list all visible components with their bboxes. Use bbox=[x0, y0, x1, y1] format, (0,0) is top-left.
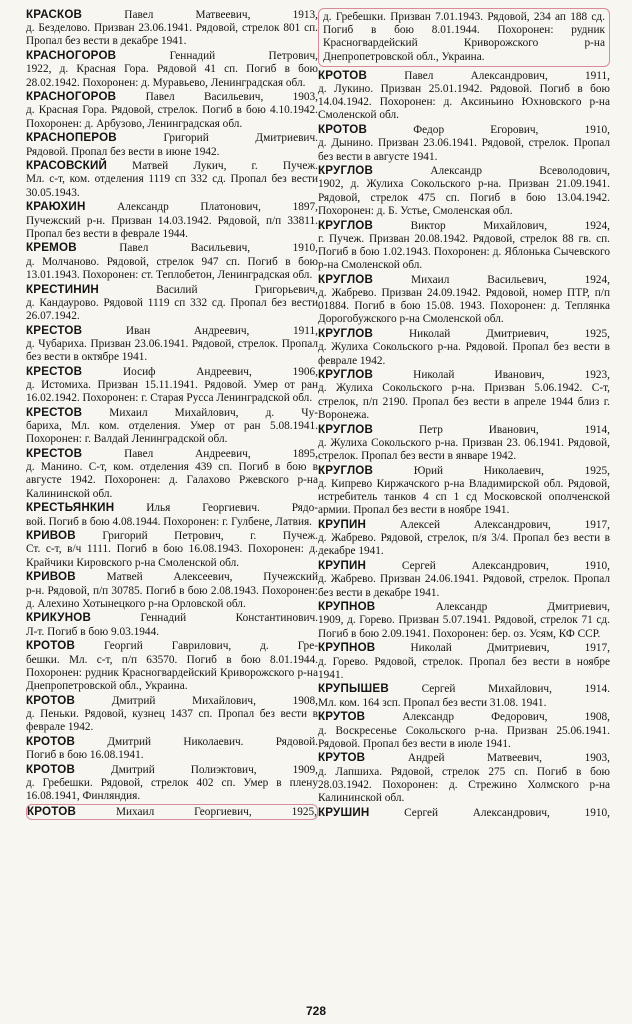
entry-first-line-text: Николай Иванович, 1923, bbox=[373, 369, 610, 382]
entry bbox=[318, 219, 610, 273]
entry-first-line-text: Григорий Дмитриевич. bbox=[116, 132, 318, 145]
entry-body: вой. Погиб в бою 4.08.1944. Похоронен: г. Гулбене, Латвия. bbox=[26, 515, 313, 528]
entry-first-line bbox=[26, 639, 318, 653]
entry-body: 1909, д. Горево. Призван 5.07.1941. Рядовой, стрелок 71 сд. Погиб в бою 2.09.1941. Похоронен: бер. оз. Усям, КФ ССР. bbox=[318, 614, 610, 640]
entry-first-line-text: Дмитрий Николаевич. Рядовой. bbox=[75, 735, 318, 748]
entry bbox=[26, 200, 318, 241]
entry-surname: КРЕСТОВ bbox=[26, 405, 83, 419]
entry-body: д. Гребешки. Рядовой, стрелок 402 сп. Умер в плену 16.08.1941, Финляндия. bbox=[26, 776, 318, 803]
entry bbox=[26, 159, 318, 200]
entry bbox=[26, 611, 318, 638]
entry bbox=[26, 90, 318, 131]
entry-first-line-text: Сергей Михайлович, 1914. bbox=[388, 683, 610, 696]
entry-first-line bbox=[26, 529, 318, 543]
entry-first-line-text: Геннадий Петрович, bbox=[116, 50, 318, 63]
entry-surname: КРУГЛОВ bbox=[318, 368, 374, 382]
entry bbox=[26, 735, 318, 762]
entry-surname: КРОТОВ bbox=[318, 123, 368, 137]
entry-first-line-text: Павел Матвеевич, 1913, bbox=[82, 9, 318, 21]
entry bbox=[26, 804, 318, 820]
entry-first-line-text: Матвей Алексеевич, Пучежский bbox=[75, 571, 318, 584]
entry-first-line bbox=[26, 200, 318, 214]
entry-surname: КРИКУНОВ bbox=[26, 611, 92, 625]
entry-surname: КРАСКОВ bbox=[26, 8, 83, 21]
entry-body: Погиб в бою 16.08.1941. bbox=[26, 748, 144, 761]
entry-first-line-text: Михаил Георгиевич, 1925, bbox=[76, 805, 317, 818]
entry-body: д. Манино. С-т, ком. отделения 439 сп. Погиб в бою в августе 1942. Похоронен: д. Галахово Ржевского р-на Калининской обл. bbox=[26, 461, 318, 500]
entry-first-line bbox=[318, 464, 610, 478]
entry-first-line-text: Федор Егорович, 1910, bbox=[367, 124, 610, 137]
entry-first-line-text: Виктор Михайлович, 1924, bbox=[373, 219, 610, 232]
entry-first-line bbox=[26, 324, 318, 338]
entry-body: д. Чубариха. Призван 23.06.1941. Рядовой, стрелок. Пропал без вести в октябре 1941. bbox=[26, 337, 318, 364]
entry bbox=[318, 518, 610, 559]
entry-surname: КРОТОВ bbox=[26, 693, 76, 707]
entry-first-line-text: Геннадий Константинович. bbox=[91, 612, 318, 625]
entry-surname: КРЕСТИНИН bbox=[26, 282, 99, 296]
entry bbox=[26, 324, 318, 365]
entry-surname: КРАСНОГОРОВ bbox=[26, 49, 117, 63]
entry bbox=[318, 368, 610, 422]
entry-first-line-text: Николай Дмитриевич, 1917, bbox=[375, 642, 610, 655]
entry-surname: КРУГЛОВ bbox=[318, 422, 374, 436]
entry-surname: КРИВОВ bbox=[26, 529, 76, 543]
entry-first-line-text: Василий Григорьевич, bbox=[98, 283, 318, 296]
entry-body: д. Истомиха. Призван 15.11.1941. Рядовой. Умер от ран 16.02.1942. Похоронен: г. Старая Русса Ленинградской обл. bbox=[26, 378, 318, 405]
entry bbox=[26, 283, 318, 324]
entry-first-line bbox=[318, 600, 610, 614]
entry-first-line-text: Илья Георгиевич. Рядо- bbox=[114, 502, 318, 515]
entry bbox=[318, 123, 610, 164]
entry-first-line-text: Павел Васильевич, 1903, bbox=[116, 91, 318, 104]
entry bbox=[318, 464, 610, 518]
entry-surname: КРОТОВ bbox=[27, 804, 77, 818]
entry-first-line bbox=[26, 570, 318, 584]
entry-first-line bbox=[26, 694, 318, 708]
entry bbox=[318, 423, 610, 464]
entry-surname: КРОТОВ bbox=[26, 762, 76, 776]
entry-body: Ст. с-т, в/ч 1111. Погиб в бою 16.08.1943. Похоронен: д. Крайчики Кировского р-на Смоленской обл. bbox=[26, 543, 318, 569]
entry-surname: КРУШИН bbox=[318, 805, 370, 819]
entry-first-line-text: Иван Андреевич, 1911, bbox=[82, 324, 318, 337]
entry-first-line bbox=[318, 559, 610, 573]
entry-first-line-text: Алексей Александрович, 1917, bbox=[366, 519, 610, 532]
page-number: 728 bbox=[305, 1004, 327, 1018]
entry-surname: КРУТОВ bbox=[318, 751, 366, 765]
entry bbox=[26, 241, 318, 282]
entry-first-line-text: Георгий Гаврилович, д. Гре- bbox=[75, 640, 318, 653]
entry-first-line-text: Дмитрий Михайлович, 1908, bbox=[75, 694, 318, 707]
entry-surname: КРИВОВ bbox=[26, 570, 76, 584]
entry-first-line bbox=[318, 273, 610, 287]
entry-body: г. Пучеж. Призван 20.08.1942. Рядовой, стрелок 88 гв. сп. Погиб в бою 1.02.1943. Похоронен: д. Яблонька Сычевского р-на Смоленской обл. bbox=[318, 232, 610, 272]
entry-first-line bbox=[318, 423, 610, 437]
entry-first-line bbox=[318, 682, 610, 696]
entry-surname: КРУТОВ bbox=[318, 710, 366, 724]
entry-first-line-text: Сергей Александрович, 1910, bbox=[366, 560, 610, 573]
entry-first-line-text: Михаил Васильевич, 1924, bbox=[373, 273, 610, 286]
entry-surname: КРАСНОГОРОВ bbox=[26, 90, 117, 104]
entry-surname: КРУГЛОВ bbox=[318, 272, 374, 286]
entry-surname: КРАСОВСКИЙ bbox=[26, 159, 108, 173]
entry-first-line bbox=[318, 327, 610, 341]
entry-first-line bbox=[26, 501, 318, 515]
entry-first-line bbox=[26, 283, 318, 297]
entry-first-line-text: Сергей Александрович, 1910, bbox=[369, 806, 610, 819]
entry-first-line bbox=[26, 8, 318, 22]
entry bbox=[318, 641, 610, 682]
entry bbox=[318, 806, 610, 820]
entry-first-line-text: Александр Платонович, 1897, bbox=[85, 201, 318, 214]
entry bbox=[318, 559, 610, 600]
entry-surname: КРОТОВ bbox=[318, 68, 368, 82]
entry-body: 1922, д. Красная Гора. Рядовой 41 сп. Погиб в бою 28.02.1942. Похоронен: д. Муравьево, Ленинградская обл. bbox=[26, 63, 318, 89]
entry bbox=[26, 406, 318, 447]
entry bbox=[318, 710, 610, 751]
entry-surname: КРУПЫШЕВ bbox=[318, 682, 389, 696]
entry-first-line-text: Иосиф Андреевич, 1906, bbox=[82, 365, 318, 378]
entry-first-line-text: Михаил Михайлович, д. Чу- bbox=[82, 406, 318, 419]
entry bbox=[26, 763, 318, 804]
entry-first-line bbox=[26, 763, 318, 777]
entry-first-line-text: Павел Андреевич, 1895, bbox=[82, 448, 318, 460]
entry-body: д. Пеньки. Рядовой, кузнец 1437 сп. Пропал без вести в феврале 1942. bbox=[26, 707, 318, 734]
entry-surname: КРУПНОВ bbox=[318, 641, 376, 655]
entry bbox=[26, 501, 318, 528]
entry-first-line-text: Александр Дмитриевич, bbox=[375, 601, 610, 614]
entry-first-line bbox=[26, 611, 318, 625]
entry-first-line-text: Андрей Матвеевич, 1903, bbox=[365, 752, 610, 765]
entry-body: Пучежский р-н. Призван 14.03.1942. Рядовой, п/п 33811. Пропал без вести в феврале 1944. bbox=[26, 214, 318, 240]
entry-first-line-text: Юрий Николаевич, 1925, bbox=[373, 464, 610, 477]
entry bbox=[26, 694, 318, 735]
entry bbox=[318, 682, 610, 709]
entry-body: д. Кандаурово. Рядовой 1119 сп 332 сд. Пропал без вести 26.07.1942. bbox=[26, 296, 318, 322]
entry-body: д. Жулиха Сокольского р-на. Рядовой. Пропал без вести в феврале 1942. bbox=[318, 341, 610, 367]
entry-surname: КРЕСТОВ bbox=[26, 364, 83, 378]
entry-surname: КРОТОВ bbox=[26, 639, 76, 653]
entry-surname: КРУПИН bbox=[318, 518, 367, 532]
entry-first-line bbox=[318, 518, 610, 532]
entry-surname: КРОТОВ bbox=[26, 734, 76, 748]
entry-first-line-text: Александр Всеволодович, bbox=[373, 165, 610, 178]
entry-body: д. Жулиха Сокольского р-на. Призван 23. 06.1941. Рядовой, стрелок. Пропал без вести в январе 1942. bbox=[318, 436, 610, 462]
entry-first-line-text: Дмитрий Полиэктович, 1909, bbox=[75, 763, 318, 776]
entry-surname: КРЕМОВ bbox=[26, 241, 77, 255]
entry-first-line-text: Николай Дмитриевич, 1925, bbox=[373, 328, 610, 341]
entry bbox=[26, 447, 318, 501]
entry-continuation: д. Гребешки. Призван 7.01.1943. Рядовой, 234 ап 188 сд. Погиб в бою 8.01.1944. Похоронен: рудник Красногвардейский Криворожского р-на Днепропетровской обл., Украина. bbox=[318, 8, 610, 67]
entry-first-line bbox=[26, 365, 318, 379]
entry-body: Рядовой. Пропал без вести в июне 1942. bbox=[26, 145, 220, 158]
entry-body: д. Горево. Рядовой, стрелок. Пропал без вести в ноябре 1941. bbox=[318, 655, 610, 681]
entry bbox=[318, 69, 610, 123]
entry-body: д. Жабрево. Рядовой, стрелок, п/я 3/4. Пропал без вести в декабре 1941. bbox=[318, 532, 610, 558]
entry-body: д. Кипрево Киржачского р-на Владимирской обл. Рядовой, истребитель танков 4 сп 1 сд Московской ополченской армии. Пропал без вести в ноябре 1941. bbox=[318, 477, 610, 517]
entry-first-line-text: Григорий Петрович, г. Пучеж. bbox=[75, 530, 318, 543]
entry bbox=[318, 600, 610, 641]
entry-body: д. Воскресенье Сокольского р-на. Призван 25.06.1941. Рядовой. Пропал без вести в июле 1941. bbox=[318, 724, 610, 750]
entry-surname: КРЕСТОВ bbox=[26, 323, 83, 337]
entry-surname: КРУПНОВ bbox=[318, 600, 376, 614]
entry-first-line bbox=[318, 69, 610, 83]
entry-first-line bbox=[26, 131, 318, 145]
entry-first-line bbox=[26, 241, 318, 255]
entry-first-line bbox=[318, 751, 610, 765]
entry bbox=[26, 49, 318, 90]
entry-body: Л-т. Погиб в бою 9.03.1944. bbox=[26, 625, 160, 638]
entry-first-line bbox=[26, 406, 318, 420]
left-column bbox=[26, 8, 318, 820]
entry-first-line bbox=[27, 805, 317, 819]
entry-surname: КРУГЛОВ bbox=[318, 164, 374, 178]
entry-body: Мл. с-т, ком. отделения 1119 сп 332 сд. Пропал без вести 30.05.1943. bbox=[26, 173, 318, 199]
entry-first-line bbox=[318, 368, 610, 382]
entry-first-line bbox=[318, 806, 610, 820]
entry bbox=[318, 273, 610, 327]
entry-body: д. Лукино. Призван 25.01.1942. Рядовой. Погиб в бою 14.04.1942. Похоронен: д. Аксиньино Юхновского р-на Смоленской обл. bbox=[318, 83, 610, 122]
entry-surname: КРУПИН bbox=[318, 559, 367, 573]
entry-first-line-text: Александр Федорович, 1908, bbox=[365, 711, 610, 724]
entry-body: д. Жабрево. Призван 24.09.1942. Рядовой, номер ПТР, п/п 01884. Погиб в бою 15.08. 1943. Похоронен: д. Теплянка Дорогобужского р-на Смоленской обл. bbox=[318, 287, 610, 326]
entry-first-line bbox=[26, 90, 318, 104]
entry-first-line bbox=[318, 710, 610, 724]
entry-surname: КРУГЛОВ bbox=[318, 463, 374, 477]
entry bbox=[26, 529, 318, 570]
entry bbox=[26, 131, 318, 158]
entry-first-line bbox=[318, 164, 610, 178]
entry-first-line-text: Павел Васильевич, 1910, bbox=[76, 242, 318, 255]
entry bbox=[318, 327, 610, 368]
entry bbox=[26, 8, 318, 49]
entry-body: бариха, Мл. ком. отделения. Умер от ран 5.08.1941. Похоронен: г. Валдай Ленинградской обл. bbox=[26, 420, 318, 446]
entry-body: д. Молчаново. Рядовой, стрелок 947 сп. Погиб в бою 13.01.1943. Похоронен: ст. Теплобетон, Ленинградская обл. bbox=[26, 255, 318, 281]
entry-body: д. Безделово. Призван 23.06.1941. Рядовой, стрелок 801 сп. Пропал без вести в декабре 1941. bbox=[26, 22, 318, 48]
entry-first-line bbox=[318, 123, 610, 137]
entry-body: д. Красная Гора. Рядовой, стрелок. Погиб в бою 4.10.1942. Похоронен: д. Арбузово, Ленинградская обл. bbox=[26, 104, 318, 130]
entry-body: р-н. Рядовой, п/п 30785. Погиб в бою 2.08.1943. Похоронен: д. Алехино Хотынецкого р-на Орловской обл. bbox=[26, 584, 318, 610]
entry-body: бешки. Мл. с-т, п/п 63570. Погиб в бою 8.01.1944. Похоронен: рудник Красногвардейский Криворожского р-на Днепропетровской обл., Украина. bbox=[26, 653, 318, 692]
entry-first-line bbox=[318, 641, 610, 655]
entry-surname: КРЕСТЬЯНКИН bbox=[26, 501, 115, 515]
entry-first-line-text: Матвей Лукич, г. Пучеж. bbox=[107, 160, 318, 173]
entry-first-line bbox=[26, 49, 318, 63]
entry-body: д. Лапшиха. Рядовой, стрелок 275 сп. Погиб в бою 28.03.1942. Похоронен: д. Стрежино Холмского р-на Калининской обл. bbox=[318, 765, 610, 805]
entry-first-line bbox=[26, 735, 318, 749]
entry-surname: КРАЮХИН bbox=[26, 200, 86, 214]
entry-body: 1902, д. Жулиха Сокольского р-на. Призван 21.09.1941. Рядовой, стрелок 475 сп. Погиб в бою 13.04.1942. Похоронен: д. Б. Устье, Смоленская обл. bbox=[318, 178, 610, 217]
entry-body: Мл. ком. 164 зсп. Пропал без вести 31.08. 1941. bbox=[318, 696, 547, 709]
entry-body: д. Жулиха Сокольского р-на. Призван 5.06.1942. С-т, стрелок, п/п 2190. Пропал без вести в апреле 1944 близ г. Воронежа. bbox=[318, 382, 610, 421]
entry-body: д. Жабрево. Призван 24.06.1941. Рядовой, стрелок. Пропал без вести в декабре 1941. bbox=[318, 573, 610, 599]
entry-surname: КРУГЛОВ bbox=[318, 327, 374, 341]
entry-first-line bbox=[26, 159, 318, 173]
entry-first-line-text: Петр Иванович, 1914, bbox=[373, 423, 610, 436]
entry-first-line bbox=[318, 219, 610, 233]
entry bbox=[318, 164, 610, 218]
entry-surname: КРАСНОПЕРОВ bbox=[26, 131, 117, 145]
entry-surname: КРЕСТОВ bbox=[26, 447, 83, 460]
entry bbox=[318, 751, 610, 805]
entry-first-line-text: Павел Александрович, 1911, bbox=[367, 69, 610, 82]
entry-first-line bbox=[26, 447, 318, 461]
entry bbox=[26, 365, 318, 406]
entry bbox=[26, 639, 318, 693]
right-column bbox=[318, 8, 610, 820]
entry bbox=[26, 570, 318, 611]
entry-surname: КРУГЛОВ bbox=[318, 218, 374, 232]
entry-body: д. Дынино. Призван 23.06.1941. Рядовой, стрелок. Пропал без вести в августе 1941. bbox=[318, 137, 610, 163]
